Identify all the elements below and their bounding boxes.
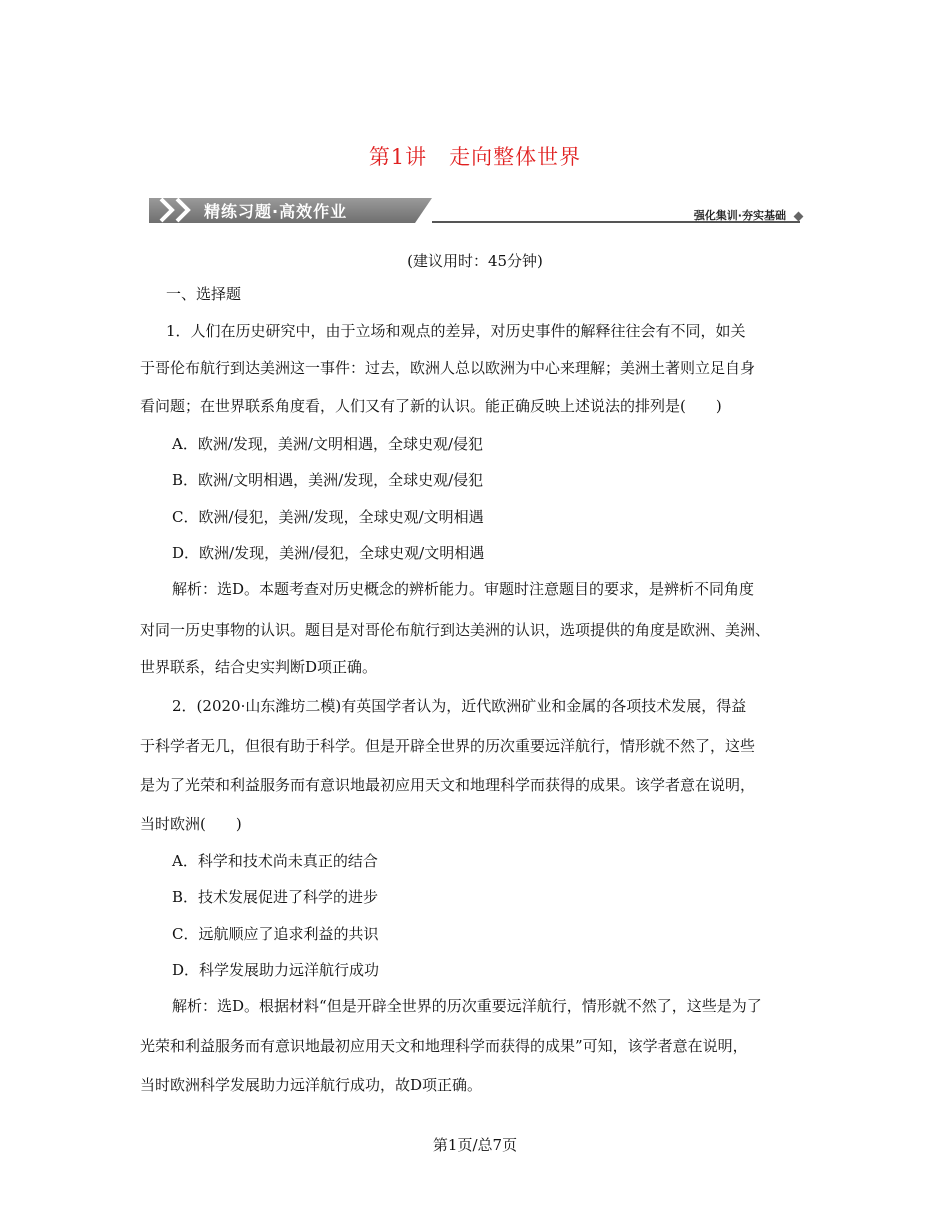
page-title: 第1讲 走向整体世界 [368,145,582,169]
banner-right-text: 强化集训·夯实基础 [693,209,786,222]
banner-left-text: 精练习题·高效作业 [204,202,348,221]
q1-option-a: A．欧洲/发现，美洲/文明相遇，全球史观/侵犯 [172,435,483,453]
diamond-icon [794,212,804,222]
q2-analysis-line: 当时欧洲科学发展助力远洋航行成功，故D项正确。 [140,1076,483,1094]
q1-option-b: B．欧洲/文明相遇，美洲/发现，全球史观/侵犯 [172,471,484,489]
q2-option-d: D．科学发展助力远洋航行成功 [172,961,380,979]
chevron-right-icon [173,196,195,224]
q2-analysis-line: 解析：选D。根据材料“但是开辟全世界的历次重要远洋航行，情形就不然了，这些是为了 [172,997,762,1015]
section-heading: 一、选择题 [166,285,242,303]
q1-stem-line: 1．人们在历史研究中，由于立场和观点的差异，对历史事件的解释往往会有不同，如关 [166,322,746,340]
q2-stem-line: 于科学者无几，但很有助于科学。但是开辟全世界的历次重要远洋航行，情形就不然了，这些 [140,737,756,755]
q2-option-c: C．远航顺应了追求利益的共识 [172,925,379,943]
q1-option-d: D．欧洲/发现，美洲/侵犯，全球史观/文明相遇 [172,544,485,562]
page-footer: 第1页/总7页 [432,1136,518,1154]
q2-option-a: A．科学和技术尚未真正的结合 [172,852,378,870]
q1-option-c: C．欧洲/侵犯，美洲/发现，全球史观/文明相遇 [172,508,484,526]
q2-stem-line: 当时欧洲( ) [140,815,242,833]
q2-option-b: B．技术发展促进了科学的进步 [172,888,379,906]
q2-analysis-line: 光荣和利益服务而有意识地最初应用天文和地理科学而获得的成果”可知，该学者意在说明， [140,1037,748,1055]
section-banner [149,194,804,228]
q1-stem-line: 看问题；在世界联系角度看，人们又有了新的认识。能正确反映上述说法的排列是( ) [140,397,722,415]
q1-analysis-line: 解析：选D。本题考查对历史概念的辨析能力。审题时注意题目的要求，是辨析不同角度 [172,580,755,598]
q2-stem-line: 2．(2020·山东潍坊二模)有英国学者认为，近代欧洲矿业和金属的各项技术发展，得益 [172,697,747,715]
q1-analysis-line: 世界联系，结合史实判断D项正确。 [140,658,378,676]
q2-stem-line: 是为了光荣和利益服务而有意识地最初应用天文和地理科学而获得的成果。该学者意在说明， [140,776,756,794]
time-note: (建议用时：45分钟) [407,252,543,270]
q1-analysis-line: 对同一历史事物的认识。题目是对哥伦布航行到达美洲的认识，选项提供的角度是欧洲、美洲、 [140,621,771,639]
q1-stem-line: 于哥伦布航行到达美洲这一事件：过去，欧洲人总以欧洲为中心来理解；美洲土著则立足自身 [140,359,756,377]
